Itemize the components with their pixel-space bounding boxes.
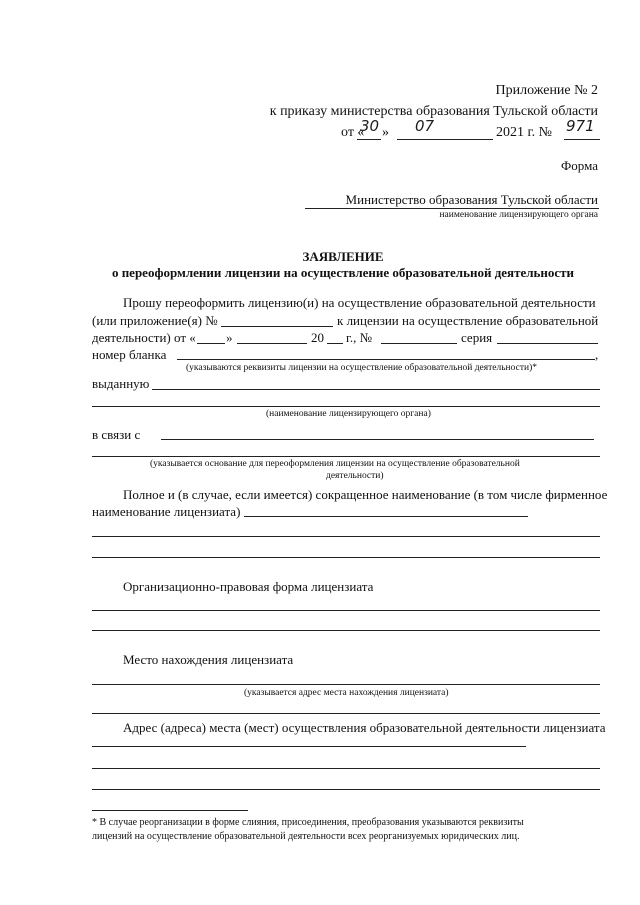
p1-line4-start: номер бланка <box>92 347 167 362</box>
p1-line3-series-label: серия <box>461 330 493 345</box>
license-number-field[interactable] <box>381 343 457 344</box>
license-month-field[interactable] <box>237 343 307 344</box>
reason-field-line1[interactable] <box>161 439 594 440</box>
date-month-line <box>397 139 493 140</box>
footnote-line1: * В случае реорганизации в форме слияния, присоединения, преобразования указываются реквизиты <box>92 817 524 828</box>
license-year-field[interactable] <box>327 343 343 344</box>
hint-reason-line1: (указывается основание для переоформления лицензии на осуществление образовательной <box>150 459 520 469</box>
date-quote-close: » <box>382 125 389 140</box>
hint-location: (указывается адрес места нахождения лицензиата) <box>244 688 449 698</box>
authority-name: Министерство образования Тульской области <box>345 192 598 207</box>
legal-form-field-line2[interactable] <box>92 630 600 631</box>
full-name-field-line1[interactable] <box>244 516 528 517</box>
authority-caption: наименование лицензирующего органа <box>439 210 598 220</box>
reason-field-line2[interactable] <box>92 456 600 457</box>
license-series-field[interactable] <box>497 343 598 344</box>
full-name-field-line2[interactable] <box>92 536 600 537</box>
order-reference: к приказу министерства образования Тульской области <box>269 104 598 119</box>
p1-line4-comma: , <box>595 347 599 362</box>
date-month-handwritten: 07 <box>415 117 435 135</box>
legal-form-label: Организационно-правовая форма лицензиата <box>123 579 374 594</box>
date-prefix: от « <box>341 125 365 140</box>
issued-field-line1[interactable] <box>152 389 600 390</box>
form-label: Форма <box>561 158 598 173</box>
addresses-field-line1[interactable] <box>92 746 526 747</box>
blank-number-field[interactable] <box>177 359 595 360</box>
location-field-line2[interactable] <box>92 713 600 714</box>
license-day-field[interactable] <box>197 343 225 344</box>
issued-field-line2[interactable] <box>92 406 600 407</box>
order-number-handwritten: 971 <box>566 117 595 135</box>
full-name-field-line3[interactable] <box>92 557 600 558</box>
authority-line <box>305 208 599 209</box>
p1-line3-quote: » <box>226 330 233 345</box>
location-label: Место нахождения лицензиата <box>123 652 294 667</box>
date-day-handwritten: 30 <box>360 117 380 135</box>
p1-line3-number-label: г., № <box>346 330 373 345</box>
p1-line1: Прошу переоформить лицензию(и) на осуществление образовательной деятельности <box>123 295 596 310</box>
footnote-separator <box>92 810 248 811</box>
appendix-label: Приложение № 2 <box>495 83 598 98</box>
addresses-label: Адрес (адреса) места (мест) осуществления образовательной деятельности лицензиата <box>123 720 606 735</box>
p1-line2-end: к лицензии на осуществление образовательной <box>337 313 599 328</box>
full-name-line2: наименование лицензиата) <box>92 504 241 519</box>
hint-authority: (наименование лицензирующего органа) <box>266 409 431 419</box>
p1-line3-year-prefix: 20 <box>311 330 324 345</box>
date-year-text: 2021 г. № <box>496 125 553 140</box>
document-subtitle: о переоформлении лицензии на осуществление образовательной деятельности <box>111 265 575 280</box>
full-name-line1: Полное и (в случае, если имеется) сокращенное наименование (в том числе фирменное <box>123 487 608 502</box>
document-title: ЗАЯВЛЕНИЕ <box>302 249 384 264</box>
hint-reason-line2: деятельности) <box>326 471 384 481</box>
addresses-field-line3[interactable] <box>92 789 600 790</box>
order-number-line <box>564 139 600 140</box>
appendix-number-field[interactable] <box>221 326 333 327</box>
addresses-field-line2[interactable] <box>92 768 600 769</box>
location-field-line1[interactable] <box>92 684 600 685</box>
hint-requisites: (указываются реквизиты лицензии на осуществление образовательной деятельности)* <box>186 363 537 373</box>
p1-line2-start: (или приложение(я) № <box>92 313 218 328</box>
p1-line3-start: деятельности) от « <box>92 330 196 345</box>
reason-label: в связи с <box>92 427 141 442</box>
footnote-line2: лицензий на осуществление образовательной деятельности всех реорганизуемых юридических лиц. <box>92 831 520 842</box>
legal-form-field-line1[interactable] <box>92 610 600 611</box>
issued-label: выданную <box>92 376 150 391</box>
date-day-line <box>357 139 381 140</box>
